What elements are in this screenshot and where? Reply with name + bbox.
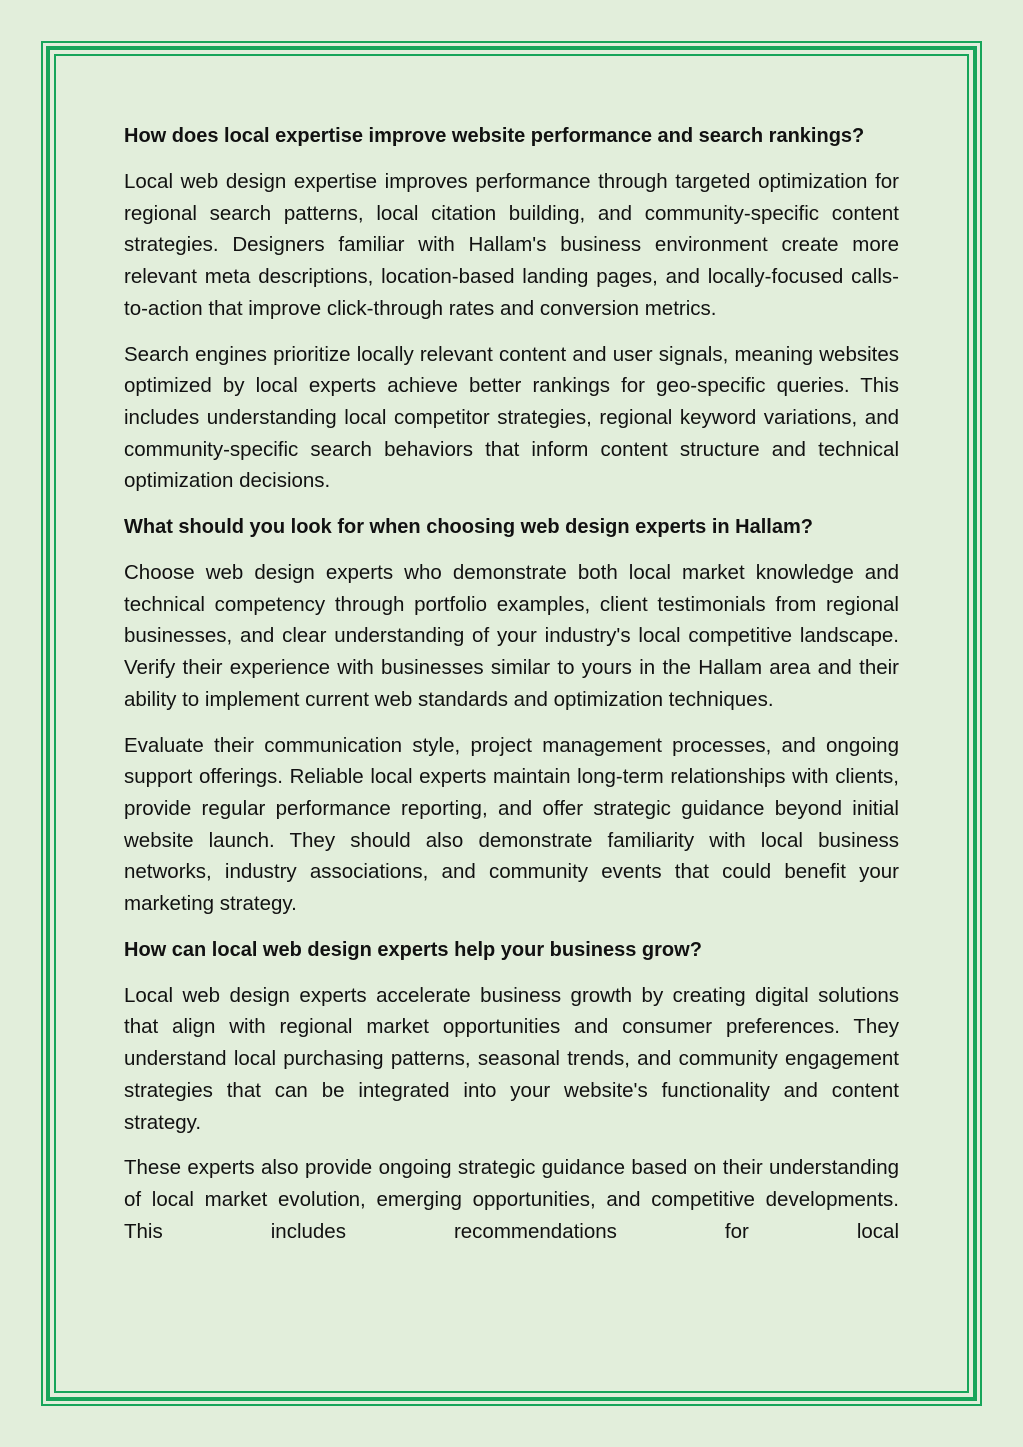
section-paragraph: Search engines prioritize locally relevant content and user signals, meaning websites optimized by local experts achieve better rankings for geo-specific queries. This includes understanding local competitor strategies, regional keyword variations, and community-specific search behaviors that inform content structure and technical optimization decisions. (124, 342, 899, 493)
document-body (124, 120, 899, 1261)
section-paragraph: These experts also provide ongoing strategic guidance based on their understanding of local market evolution, emerging opportunities, and competitive developments. This includes recommendations for local (124, 1156, 899, 1243)
section-heading-local-expertise: How does local expertise improve website performance and search rankings? (124, 125, 865, 147)
section-paragraph: Evaluate their communication style, project management processes, and ongoing support offerings. Reliable local experts maintain long-term relationships with clients, provide regular performance reporting, and offer strategic guidance beyond initial website launch. They should also demonstrate familiarity with local business networks, industry associations, and community events that could benefit your marketing strategy. (124, 733, 899, 916)
section-heading-business-growth: How can local web design experts help your business grow? (124, 938, 702, 961)
section-paragraph: Local web design expertise improves performance through targeted optimization for regional search patterns, local citation building, and community-specific content strategies. Designers familiar with Hallam's business environment create more relevant meta descriptions, location-based landing pages, and locally-focused calls-to-action that improve click-through rates and conversion metrics. (124, 170, 899, 320)
section-paragraph: Choose web design experts who demonstrate both local market knowledge and technical competency through portfolio examples, client testimonials from regional businesses, and clear understanding of your industry's local competitive landscape. Verify their experience with businesses similar to yours in the Hallam area and their ability to implement current web standards and optimization techniques. (124, 561, 899, 711)
section-paragraph: Local web design experts accelerate business growth by creating digital solutions that align with regional market opportunities and consumer preferences. They understand local purchasing patterns, seasonal trends, and community engagement strategies that can be integrated into your website's functionality and content strategy. (124, 983, 899, 1134)
section-heading-choosing-experts: What should you look for when choosing web design experts in Hallam? (124, 516, 813, 539)
